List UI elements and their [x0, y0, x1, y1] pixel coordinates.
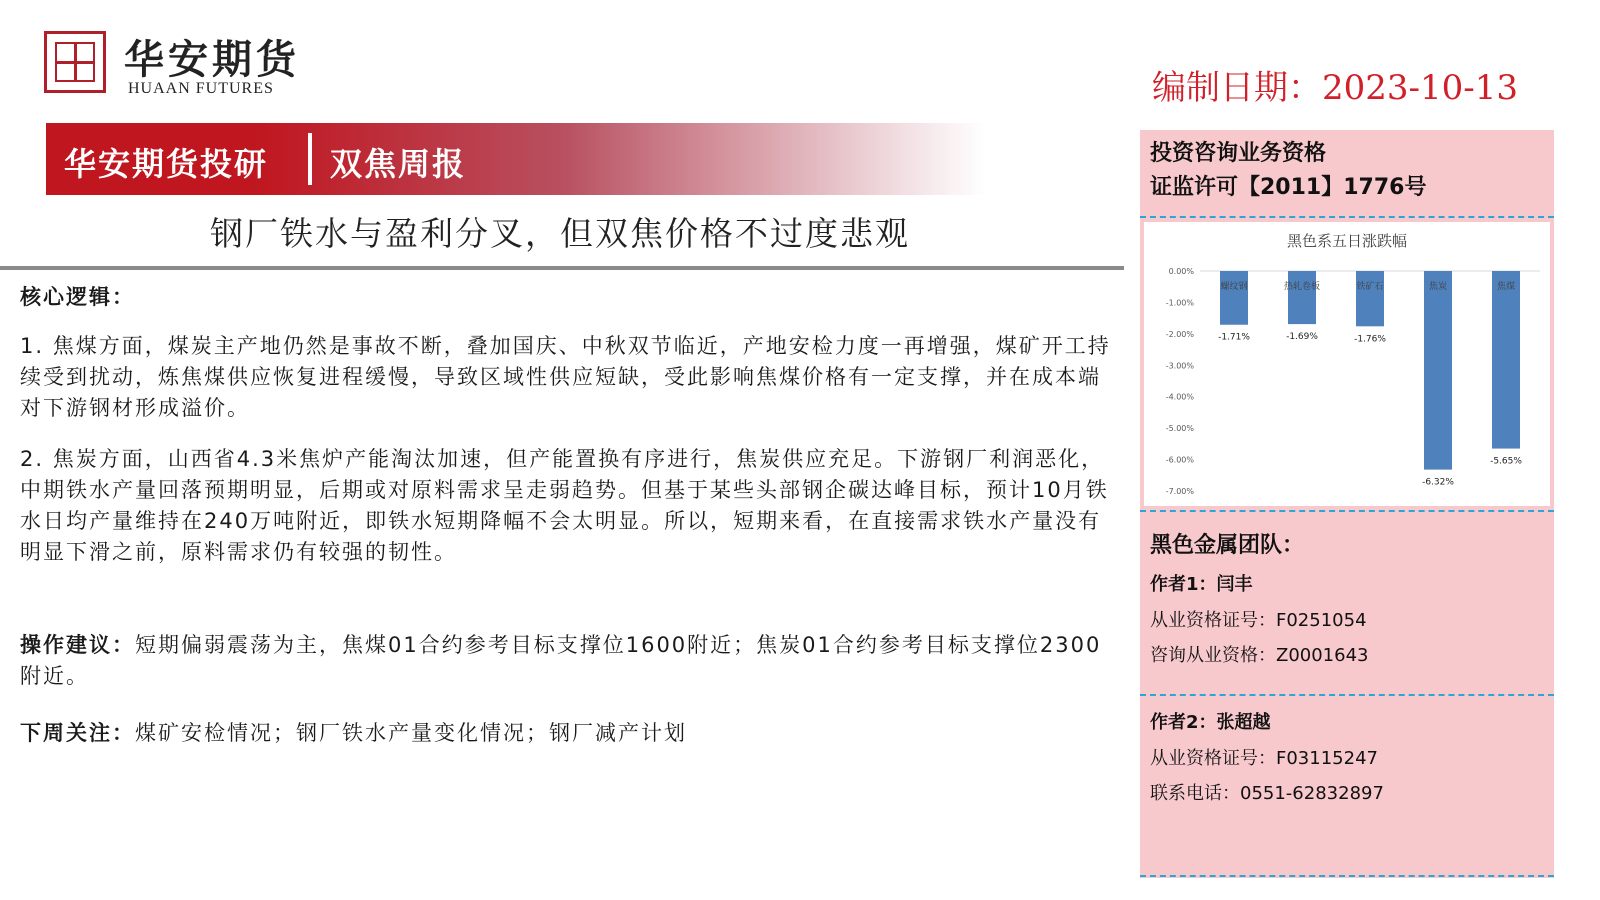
- next-week-focus-label: 下周关注：: [20, 721, 135, 745]
- y-tick-label: -3.00%: [1165, 361, 1194, 371]
- team-title: 黑色金属团队：: [1150, 533, 1305, 558]
- company-logo: [44, 28, 324, 100]
- author-1-certificate: 从业资格证号：F0251054: [1150, 610, 1367, 631]
- divider-authors: [1140, 694, 1554, 696]
- compile-date: [1152, 60, 1518, 109]
- category-label: 焦煤: [1496, 282, 1516, 292]
- chart-bar: [1356, 271, 1384, 326]
- banner-report-name: 双焦周报: [330, 145, 467, 183]
- logo-seal-icon: [44, 31, 106, 93]
- y-tick-label: 0.00%: [1168, 267, 1194, 276]
- next-week-focus: [20, 718, 1112, 749]
- compile-date-value: 2023-10-13: [1321, 68, 1518, 108]
- headline-divider: [0, 266, 1124, 270]
- data-label: -1.69%: [1286, 332, 1318, 343]
- core-logic-point-2: 2. 焦炭方面，山西省4.3米焦炉产能淘汰加速，但产能置换有序进行，焦炭供应充足。下游钢厂利润恶化，中期铁水产量回落预期明显，后期或对原料需求呈走弱趋势。但基于某些头部钢企碳达峰目标，预计10月铁水日均产量维持在240万吨附近，即铁水短期降幅不会太明显。所以，短期来看，在直接需求铁水产量没有明显下滑之前，原料需求仍有较强的韧性。: [20, 447, 1109, 564]
- logo-chinese-name: 华安期货: [124, 36, 300, 83]
- logo-english-name: HUAAN FUTURES: [128, 80, 274, 97]
- chart-bar: [1288, 271, 1316, 324]
- chart-title: 黑色系五日涨跌幅: [1286, 232, 1408, 250]
- author-2-certificate: 从业资格证号：F03115247: [1150, 748, 1378, 769]
- author-1-consulting-license: 咨询从业资格：Z0001643: [1150, 645, 1369, 666]
- title-banner: [46, 123, 986, 195]
- category-label: 铁矿石: [1356, 282, 1384, 292]
- divider-bottom: [1140, 875, 1554, 877]
- chart-bar: [1424, 271, 1452, 470]
- core-logic-heading: 核心逻辑：: [20, 285, 135, 309]
- report-headline: 钢厂铁水与盈利分叉，但双焦价格不过度悲观: [210, 214, 910, 253]
- category-label: 焦炭: [1428, 282, 1448, 292]
- five-day-change-chart: [1144, 222, 1550, 506]
- banner-research-label: 华安期货投研: [64, 145, 269, 183]
- y-tick-label: -6.00%: [1165, 455, 1194, 465]
- y-tick-label: -1.00%: [1165, 298, 1194, 308]
- divider-top: [1140, 216, 1554, 218]
- compile-date-label: 编制日期：: [1151, 68, 1322, 108]
- data-label: -1.71%: [1218, 332, 1250, 343]
- chart-canvas: [1144, 222, 1550, 506]
- y-tick-label: -4.00%: [1165, 392, 1194, 402]
- license-number: 证监许可【2011】1776号: [1150, 175, 1427, 200]
- y-tick-label: -5.00%: [1165, 424, 1194, 434]
- next-week-focus-text: 煤矿安检情况；钢厂铁水产量变化情况；钢厂减产计划: [135, 721, 687, 745]
- chart-bar: [1220, 271, 1248, 325]
- operation-advice-label: 操作建议：: [20, 633, 135, 657]
- author-2-phone: 联系电话：0551-62832897: [1150, 783, 1384, 804]
- data-label: -6.32%: [1422, 477, 1454, 488]
- qualification-title: 投资咨询业务资格: [1150, 141, 1327, 166]
- operation-advice: [20, 630, 1112, 692]
- author-1-name: 作者1：闫丰: [1150, 574, 1253, 595]
- y-tick-label: -7.00%: [1165, 487, 1194, 496]
- banner-divider: [308, 133, 312, 185]
- core-logic-point-1: 1. 焦煤方面，煤炭主产地仍然是事故不断，叠加国庆、中秋双节临近，产地安检力度一再增强，煤矿开工持续受到扰动，炼焦煤供应恢复进程缓慢，导致区域性供应短缺，受此影响焦煤价格有一定支撑，并在成本端对下游钢材形成溢价。: [20, 334, 1111, 420]
- chart-bar: [1492, 271, 1520, 449]
- category-label: 热轧卷板: [1283, 282, 1321, 292]
- data-label: -1.76%: [1354, 334, 1386, 345]
- data-label: -5.65%: [1490, 456, 1522, 467]
- author-2-name: 作者2：张超越: [1150, 712, 1271, 733]
- category-label: 螺纹钢: [1220, 282, 1248, 292]
- y-tick-label: -2.00%: [1165, 329, 1194, 339]
- main-content: [20, 282, 1112, 749]
- divider-chart-bottom: [1140, 510, 1554, 512]
- operation-advice-text: 短期偏弱震荡为主，焦煤01合约参考目标支撑位1600附近；焦炭01合约参考目标支撑位2300附近。: [20, 633, 1102, 688]
